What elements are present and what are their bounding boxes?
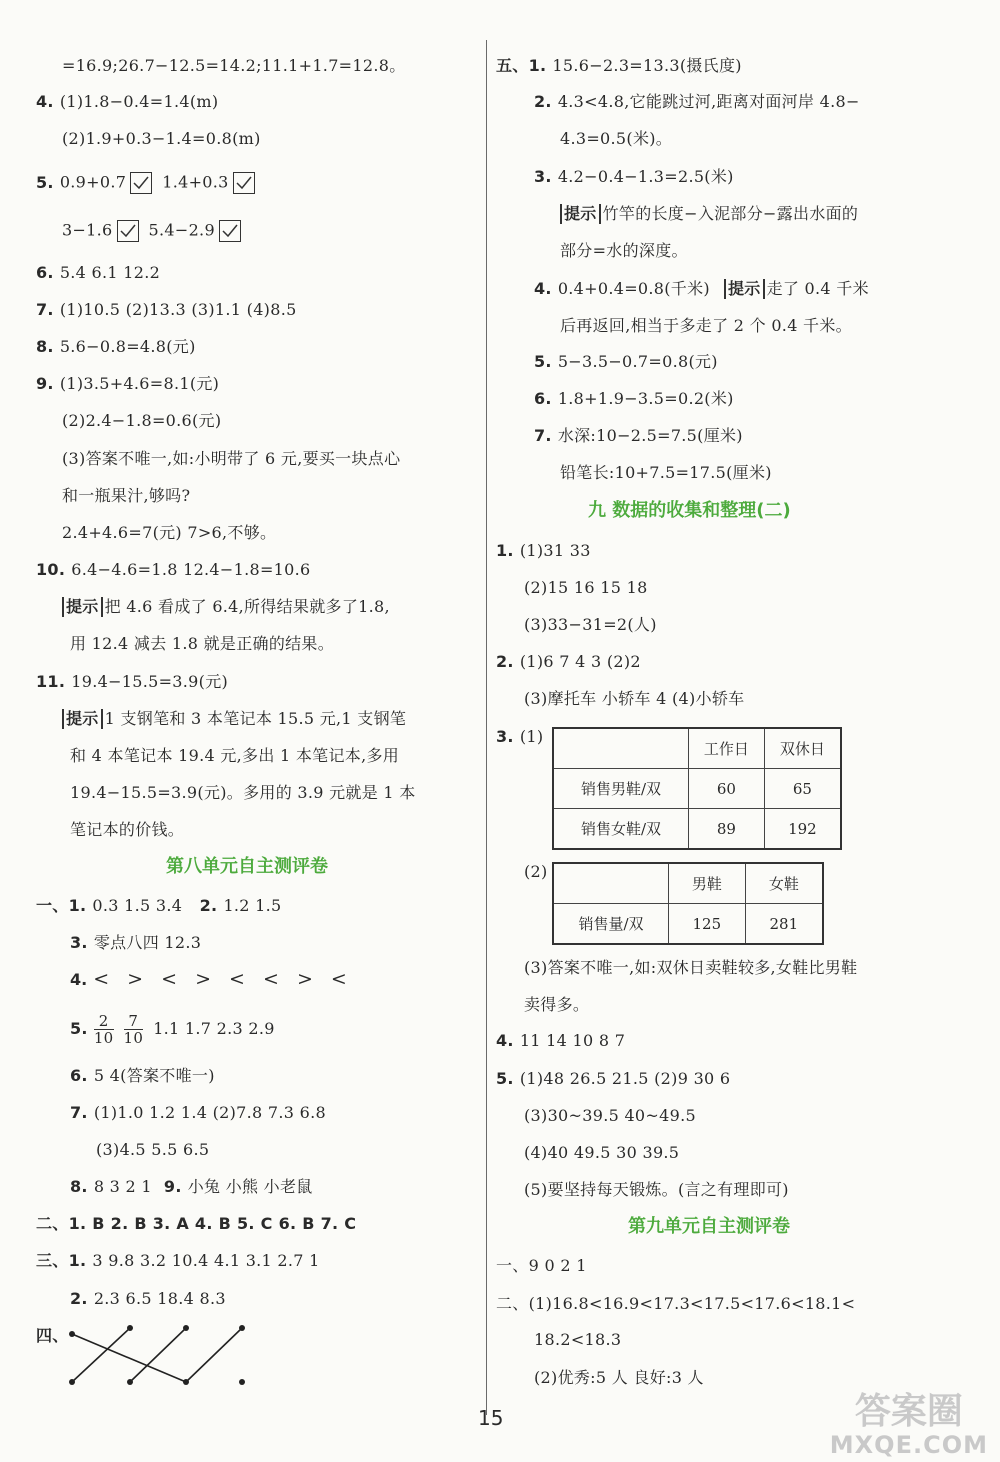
match-dot bbox=[69, 1379, 75, 1385]
section-heading: 第九单元自主测评卷 bbox=[628, 1216, 790, 1237]
sec9-q3 bbox=[496, 727, 543, 747]
part-1-q8-q9 bbox=[70, 1177, 313, 1197]
sec9-q2 bbox=[496, 652, 641, 672]
answer-text: 和一瓶果汁,够吗? bbox=[62, 486, 191, 505]
answer-line: =16.9;26.7−12.5=14.2;11.1+1.7=12.8。 bbox=[62, 56, 406, 75]
hint-label: 提示 bbox=[560, 204, 601, 224]
answer-text: 1.8+1.9−3.5=0.2(米) bbox=[557, 389, 734, 408]
hint-text: 走了 0.4 千米 bbox=[766, 279, 869, 298]
part-3-q2 bbox=[70, 1289, 226, 1309]
table-cell: 281 bbox=[745, 904, 823, 945]
question-number: 6. bbox=[36, 263, 54, 282]
question-number: 5. bbox=[36, 172, 54, 192]
question-number: 1. bbox=[496, 541, 514, 560]
checkmark-icon bbox=[130, 172, 152, 194]
page-number: 15 bbox=[478, 1406, 504, 1430]
question-number: 8. bbox=[36, 337, 54, 356]
answer-text: 1.4+0.3 bbox=[162, 172, 229, 192]
match-dot bbox=[127, 1379, 133, 1385]
match-dot bbox=[127, 1325, 133, 1331]
answer-text: 5 4(答案不唯一) bbox=[93, 1066, 215, 1085]
question-number: 3. bbox=[534, 167, 552, 186]
hint-text: 笔记本的价钱。 bbox=[70, 820, 185, 839]
match-line bbox=[72, 1334, 186, 1382]
table-row bbox=[553, 863, 823, 904]
answer-text: 8 3 2 1 bbox=[93, 1177, 152, 1196]
table-cell: 销售男鞋/双 bbox=[553, 769, 689, 809]
part-1-q4 bbox=[70, 969, 353, 990]
sec9-q4 bbox=[496, 1031, 625, 1051]
question-number: 5. bbox=[70, 1019, 88, 1038]
table-row bbox=[553, 904, 823, 945]
answer-text: 0.9+0.7 bbox=[59, 172, 127, 192]
part-label: 二、 bbox=[36, 1214, 69, 1233]
question-number: 1. bbox=[68, 896, 87, 915]
part-3-q1 bbox=[36, 1251, 320, 1271]
part-5-q2 bbox=[534, 92, 860, 112]
sec9-q5 bbox=[496, 1069, 730, 1089]
answer-text: 水深:10−2.5=7.5(厘米) bbox=[557, 426, 743, 445]
answer-text: 3 9.8 3.2 10.4 4.1 3.1 2.7 1 bbox=[92, 1251, 320, 1270]
answer-text: 19.4−15.5=3.9(元) bbox=[71, 672, 229, 691]
answer-text: (1)1.0 1.2 1.4 (2)7.8 7.3 6.8 bbox=[93, 1103, 326, 1122]
answer-text: 1. B 2. B 3. A 4. B 5. C 6. B 7. C bbox=[68, 1214, 357, 1233]
table-row bbox=[553, 728, 841, 769]
answer-11 bbox=[36, 672, 228, 692]
question-number: 6. bbox=[70, 1066, 88, 1085]
column-divider bbox=[486, 40, 487, 1415]
table-cell: 销售女鞋/双 bbox=[553, 809, 689, 850]
answer-text: (2) bbox=[524, 862, 548, 881]
answer-text: 18.2<18.3 bbox=[534, 1330, 622, 1349]
table-cell bbox=[553, 728, 689, 769]
answer-5-row2 bbox=[62, 220, 251, 242]
hint-text: 1 支钢笔和 3 本笔记本 15.5 元,1 支钢笔 bbox=[104, 709, 407, 728]
answer-text: 3−1.6 bbox=[62, 220, 113, 240]
answer-5 bbox=[36, 172, 265, 194]
answer-text: (4)40 49.5 30 39.5 bbox=[524, 1143, 680, 1162]
watermark-text: 答案圈 bbox=[854, 1391, 963, 1432]
answer-text: (1)48 26.5 21.5 (2)9 30 6 bbox=[519, 1069, 731, 1088]
question-number: 6. bbox=[534, 389, 552, 408]
part-label: 四、 bbox=[36, 1326, 69, 1345]
hint-text: 用 12.4 减去 1.8 就是正确的结果。 bbox=[70, 634, 335, 653]
table-cell: 192 bbox=[764, 809, 841, 850]
question-number: 7. bbox=[36, 300, 54, 319]
question-number: 7. bbox=[70, 1103, 88, 1122]
numerator: 7 bbox=[124, 1013, 144, 1030]
answer-8 bbox=[36, 337, 196, 357]
part-1-q7 bbox=[70, 1103, 326, 1123]
answer-text: 卖得多。 bbox=[524, 995, 590, 1014]
table-header: 双休日 bbox=[764, 728, 841, 769]
fraction bbox=[94, 1013, 114, 1046]
hint-label: 提示 bbox=[62, 597, 103, 617]
answer-text: (3)33−31=2(人) bbox=[524, 615, 657, 634]
answer-text: 0.4+0.4=0.8(千米) bbox=[557, 279, 710, 298]
table-cell: 89 bbox=[689, 809, 765, 850]
hint-text: 19.4−15.5=3.9(元)。多用的 3.9 元就是 1 本 bbox=[70, 783, 416, 802]
answer-text: 4.3=0.5(米)。 bbox=[560, 129, 673, 148]
answer-text: (2)1.9+0.3−1.4=0.8(m) bbox=[62, 129, 261, 148]
section-heading: 第八单元自主测评卷 bbox=[166, 856, 328, 877]
answer-text: 5.6−0.8=4.8(元) bbox=[59, 337, 196, 356]
answer-text: (2)优秀:5 人 良好:3 人 bbox=[534, 1368, 704, 1387]
answer-text: (1) bbox=[519, 727, 544, 746]
shoe-sales-table-1 bbox=[552, 727, 842, 850]
part-5-q3 bbox=[534, 167, 734, 187]
watermark-logo bbox=[830, 1392, 988, 1458]
answer-text: (5)要坚持每天锻炼。(言之有理即可) bbox=[524, 1180, 789, 1199]
part-5-q1 bbox=[496, 56, 742, 76]
answer-text: 5.4 6.1 12.2 bbox=[59, 263, 161, 282]
question-number: 1. bbox=[528, 56, 547, 75]
question-number: 2. bbox=[70, 1289, 88, 1308]
question-number: 9. bbox=[36, 374, 54, 393]
question-number: 7. bbox=[534, 426, 552, 445]
answer-4 bbox=[36, 92, 218, 112]
answer-text: 5.4−2.9 bbox=[148, 220, 215, 240]
question-number: 5. bbox=[496, 1069, 514, 1088]
answer-text: (3)答案不唯一,如:双休日卖鞋较多,女鞋比男鞋 bbox=[524, 958, 858, 977]
answer-text: (3)答案不唯一,如:小明带了 6 元,要买一块点心 bbox=[62, 449, 401, 468]
part-label: 五、 bbox=[496, 56, 529, 75]
part-1-q6 bbox=[70, 1066, 215, 1086]
table-row bbox=[553, 809, 841, 850]
section-heading: 九 数据的收集和整理(二) bbox=[588, 500, 791, 521]
unit9-part2: 二、(1)16.8<16.9<17.3<17.5<17.6<18.1< bbox=[496, 1294, 856, 1313]
answer-text: 1.2 1.5 bbox=[223, 896, 282, 915]
question-number: 10. bbox=[36, 560, 66, 579]
part-label: 三、 bbox=[36, 1251, 69, 1270]
question-number: 11. bbox=[36, 672, 66, 691]
part-2 bbox=[36, 1214, 356, 1234]
answer-6 bbox=[36, 263, 160, 283]
match-dot bbox=[69, 1331, 75, 1337]
denominator: 10 bbox=[93, 1029, 114, 1047]
hint-line bbox=[62, 597, 390, 617]
hint-text: 部分=水的深度。 bbox=[560, 241, 688, 260]
match-line bbox=[130, 1328, 186, 1382]
table-header: 女鞋 bbox=[745, 863, 823, 904]
checkmark-icon bbox=[219, 220, 241, 242]
watermark-url: MXQE.COM bbox=[829, 1431, 988, 1459]
answer-text: 零点八四 12.3 bbox=[93, 933, 202, 952]
table-cell: 65 bbox=[764, 769, 841, 809]
answer-text: (3)30~39.5 40~49.5 bbox=[524, 1106, 696, 1125]
question-number: 2. bbox=[496, 652, 514, 671]
table-cell bbox=[553, 863, 669, 904]
answer-text: 铅笔长:10+7.5=17.5(厘米) bbox=[560, 463, 772, 482]
hint-text: 竹竿的长度−入泥部分−露出水面的 bbox=[602, 204, 859, 223]
answer-text: (1)10.5 (2)13.3 (3)1.1 (4)8.5 bbox=[59, 300, 297, 319]
answer-text: 4.3<4.8,它能跳过河,距离对面河岸 4.8− bbox=[557, 92, 860, 111]
question-number: 3. bbox=[70, 933, 88, 952]
question-number: 8. bbox=[70, 1177, 88, 1196]
answer-text: 2.3 6.5 18.4 8.3 bbox=[93, 1289, 226, 1308]
part-label: 一、 bbox=[36, 896, 69, 915]
question-number: 4. bbox=[36, 92, 54, 111]
question-number: 3. bbox=[496, 727, 514, 746]
answer-text: < > < > < < > < bbox=[93, 968, 353, 990]
question-number: 4. bbox=[496, 1031, 514, 1050]
denominator: 10 bbox=[123, 1029, 144, 1047]
question-number: 1. bbox=[68, 1251, 87, 1270]
part-1-q5 bbox=[70, 1008, 275, 1050]
match-dot bbox=[239, 1379, 245, 1385]
table-cell: 60 bbox=[689, 769, 765, 809]
answer-text: 6.4−4.6=1.8 12.4−1.8=10.6 bbox=[71, 560, 311, 579]
match-dot bbox=[183, 1325, 189, 1331]
hint-text: 和 4 本笔记本 19.4 元,多出 1 本笔记本,多用 bbox=[70, 746, 400, 765]
hint-line bbox=[62, 709, 406, 729]
match-dot bbox=[183, 1379, 189, 1385]
part-1-row1 bbox=[36, 896, 282, 916]
part-5-q7 bbox=[534, 426, 743, 446]
part-5-q5 bbox=[534, 352, 718, 372]
part-1-q3 bbox=[70, 933, 201, 953]
numerator: 2 bbox=[94, 1013, 114, 1030]
hint-text: 把 4.6 看成了 6.4,所得结果就多了1.8, bbox=[104, 597, 390, 616]
answer-text: (2)15 16 15 18 bbox=[524, 578, 648, 597]
match-line bbox=[186, 1328, 242, 1382]
hint-line bbox=[560, 204, 858, 224]
fraction bbox=[124, 1013, 144, 1046]
table-cell: 销售量/双 bbox=[553, 904, 669, 945]
question-number: 4. bbox=[70, 970, 88, 989]
table-cell: 125 bbox=[669, 904, 746, 945]
hint-label: 提示 bbox=[724, 279, 765, 299]
hint-label: 提示 bbox=[62, 709, 103, 729]
table-header: 工作日 bbox=[689, 728, 765, 769]
hint-text: 后再返回,相当于多走了 2 个 0.4 千米。 bbox=[560, 316, 852, 335]
answer-text: (1)1.8−0.4=1.4(m) bbox=[59, 92, 219, 111]
answer-text: (2)2.4−1.8=0.6(元) bbox=[62, 411, 222, 430]
question-number: 2. bbox=[199, 896, 218, 915]
sec9-q1 bbox=[496, 541, 591, 561]
question-number: 4. bbox=[534, 279, 552, 298]
checkmark-icon bbox=[117, 220, 139, 242]
answer-text: 小兔 小熊 小老鼠 bbox=[187, 1177, 313, 1196]
answer-7 bbox=[36, 300, 297, 320]
table-row bbox=[553, 769, 841, 809]
answer-text: 1.1 1.7 2.3 2.9 bbox=[153, 1019, 275, 1038]
table-header: 男鞋 bbox=[669, 863, 746, 904]
answer-text: (1)3.5+4.6=8.1(元) bbox=[59, 374, 220, 393]
answer-9 bbox=[36, 374, 219, 394]
answer-text: 11 14 10 8 7 bbox=[519, 1031, 626, 1050]
answer-text: 4.2−0.4−1.3=2.5(米) bbox=[557, 167, 734, 186]
answer-text: 5−3.5−0.7=0.8(元) bbox=[557, 352, 718, 371]
answer-text: (1)31 33 bbox=[519, 541, 591, 560]
answer-text: 0.3 1.5 3.4 bbox=[92, 896, 183, 915]
answer-text: (1)6 7 4 3 (2)2 bbox=[519, 652, 641, 671]
part-5-q6 bbox=[534, 389, 734, 409]
answer-text: (3)4.5 5.5 6.5 bbox=[96, 1140, 210, 1159]
matching-lines-diagram bbox=[66, 1322, 286, 1388]
question-number: 5. bbox=[534, 352, 552, 371]
answer-text: 2.4+4.6=7(元) 7>6,不够。 bbox=[62, 523, 277, 542]
part-5-q4 bbox=[534, 279, 869, 299]
answer-10 bbox=[36, 560, 311, 580]
answer-text: 15.6−2.3=13.3(摄氏度) bbox=[552, 56, 742, 75]
question-number: 2. bbox=[534, 92, 552, 111]
unit9-part1: 一、9 0 2 1 bbox=[496, 1256, 587, 1275]
checkmark-icon bbox=[233, 172, 255, 194]
shoe-sales-table-2 bbox=[552, 862, 824, 945]
question-number: 9. bbox=[163, 1177, 182, 1196]
answer-text: (3)摩托车 小轿车 4 (4)小轿车 bbox=[524, 689, 745, 708]
match-dot bbox=[239, 1325, 245, 1331]
